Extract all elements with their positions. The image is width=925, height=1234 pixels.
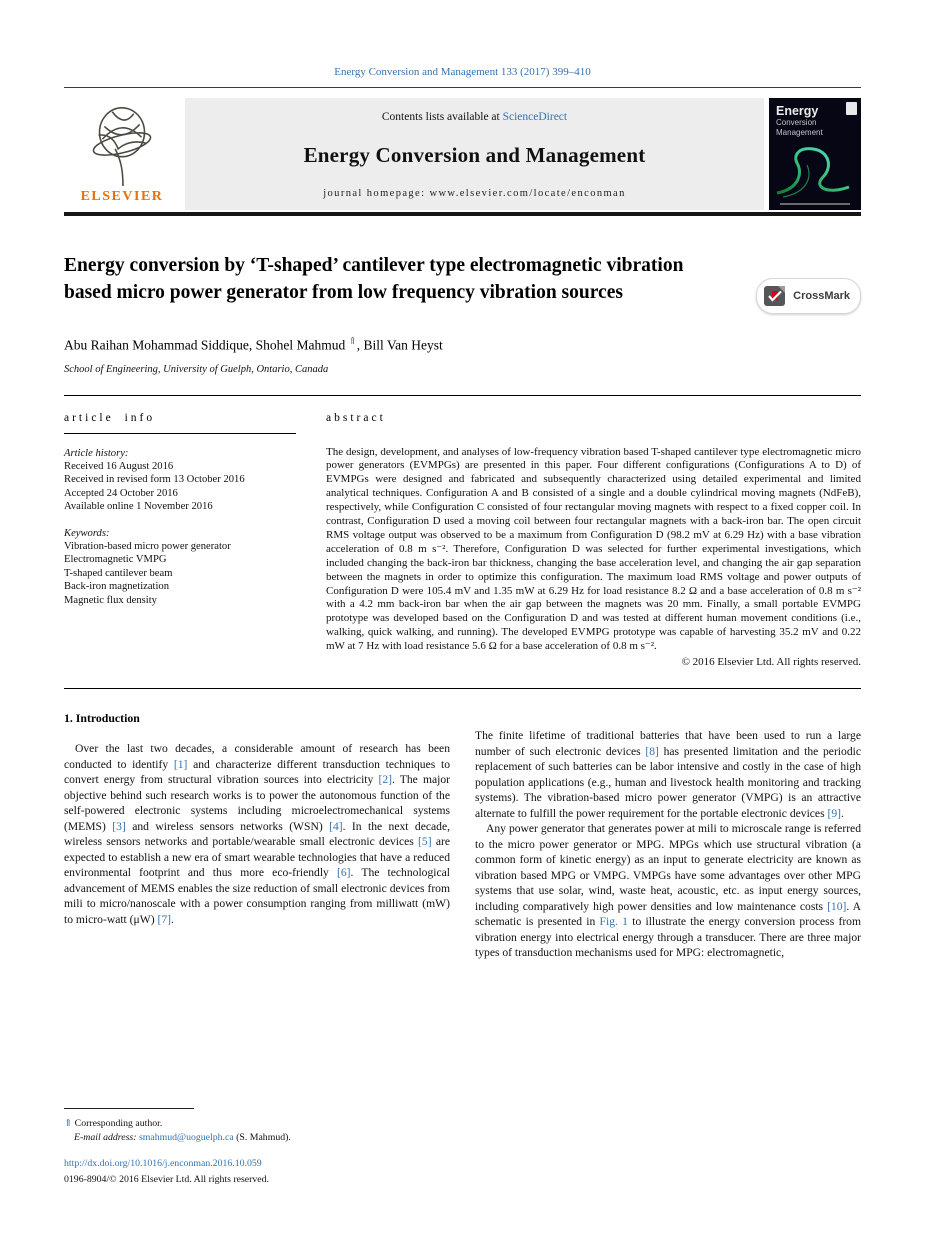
- journal-masthead: [64, 98, 861, 210]
- journal-title: Energy Conversion and Management: [303, 143, 646, 167]
- intro-paragraph-3: [475, 821, 861, 961]
- abstract-copyright: © 2016 Elsevier Ltd. All rights reserved.: [681, 656, 861, 669]
- top-divider: [64, 87, 861, 88]
- inline-link[interactable]: [3]: [112, 819, 126, 833]
- crossmark-badge[interactable]: [756, 278, 861, 314]
- inline-link[interactable]: ScienceDirect: [502, 111, 568, 123]
- body-column-left: [64, 711, 450, 961]
- text-segment: . In the next decade, wireless sensors networks and portable/wearable small electronic devices: [64, 819, 450, 849]
- footnote-corresponding: [64, 1117, 456, 1131]
- masthead-rule: [64, 212, 861, 216]
- page-footer: [64, 1158, 269, 1185]
- cover-title-line-1: Energy: [776, 104, 819, 118]
- cover-title-line-2: Conversion: [776, 118, 817, 127]
- cover-elsevier-mark-icon: [846, 102, 857, 115]
- elsevier-tree-icon: [82, 100, 162, 188]
- text-segment: Any power generator that generates power at mili to microscale range is referred to the micro power generator or MPG. MPGs which use structural vibration (a common form of kinetic energy) as an input to generate electricity are known as vibration based MPG or VMPG. VMPGs have some advantages over other MPG systems that use solar, wind, waste heat, acoustic, etc. as input energy sources, including comparatively high power densities and low maintenance costs: [475, 822, 861, 913]
- footnote-marker: ⇑: [64, 1118, 73, 1129]
- history-line: Available online 1 November 2016: [64, 501, 213, 513]
- inline-link[interactable]: [8]: [645, 744, 659, 758]
- inline-link[interactable]: ⇑: [348, 336, 357, 347]
- text-segment: has presented limitation and the periodic replacement of such batteries can be labor intensive and costly in the case of high population applications (e.g., human and livestock health monitoring and tracking systems). The vibration-based micro power generator (VMPG) is an attractive alternate to fulfill the power requirement for the portable electronic devices: [475, 744, 861, 820]
- contents-lists-line: [185, 111, 764, 123]
- journal-homepage-link[interactable]: journal homepage: www.elsevier.com/locate/enconman: [323, 188, 626, 199]
- text-segment: to illustrate the energy conversion process from vibration energy into electrical energy through a transducer. There are three major types of transduction mechanisms used for MPG: electromagnetic,: [475, 915, 861, 960]
- body-column-right: [475, 711, 861, 961]
- elsevier-logo[interactable]: [64, 98, 180, 210]
- info-abstract-block: [64, 395, 861, 690]
- inline-link[interactable]: Fig. 1: [599, 915, 628, 929]
- issn-copyright: 0196-8904/© 2016 Elsevier Ltd. All rights reserved.: [64, 1174, 269, 1185]
- text-segment: Abu Raihan Mohammad Siddique, Shohel Mahmud: [64, 337, 349, 353]
- doi-link[interactable]: http://dx.doi.org/10.1016/j.enconman.2016.10.059: [64, 1158, 262, 1169]
- journal-cover-thumbnail[interactable]: [769, 98, 861, 210]
- footnote-rule: [64, 1108, 194, 1109]
- history-label: Article history:: [64, 447, 129, 459]
- keyword-line: Magnetic flux density: [64, 594, 157, 606]
- author-list: [64, 336, 861, 354]
- body-columns: [64, 711, 861, 961]
- footnote-email-line: [64, 1131, 456, 1145]
- article-info-heading: article info: [64, 411, 156, 424]
- text-segment: . The major objective behind such research works is to power the autonomous function of the self-powered electronic systems including microelectromechanical systems (MEMS): [64, 773, 450, 833]
- keyword-line: Vibration-based micro power generator: [64, 540, 231, 552]
- inline-link[interactable]: [10]: [827, 899, 847, 913]
- email-label: E-mail address:: [74, 1131, 139, 1143]
- email-tail: (S. Mahmud).: [233, 1131, 291, 1143]
- keyword-line: T-shaped cantilever beam: [64, 567, 173, 579]
- inline-link[interactable]: [1]: [173, 757, 188, 771]
- article-info-rule: [64, 433, 296, 434]
- text-segment: and characterize different transduction techniques to convert energy from structural vibration sources into electricity: [64, 757, 450, 787]
- article-title: Energy conversion by ‘T-shaped’ cantilever type electromagnetic vibration based micro power generator from low frequency vibration sources: [64, 255, 684, 303]
- text-segment: The finite lifetime of traditional batteries that have been used to run a large number of such electronic devices: [475, 729, 861, 758]
- intro-paragraph-1: [64, 741, 450, 927]
- inline-link[interactable]: [7]: [157, 912, 171, 926]
- inline-link[interactable]: [4]: [329, 819, 343, 833]
- abstract-column: [326, 412, 861, 669]
- text-segment: , Bill Van Heyst: [356, 337, 443, 353]
- text-segment: Over the last two decades, a considerable amount of research has been conducted to identify: [64, 742, 450, 771]
- inline-link[interactable]: [9]: [827, 806, 842, 820]
- history-line: Received in revised form 13 October 2016: [64, 474, 245, 486]
- journal-citation-link[interactable]: Energy Conversion and Management 133 (2017) 399–410: [334, 66, 591, 78]
- keyword-line: Back-iron magnetization: [64, 581, 170, 593]
- keyword-line: Electromagnetic VMPG: [64, 554, 167, 566]
- abstract-heading: abstract: [326, 411, 386, 424]
- history-line: Received 16 August 2016: [64, 460, 174, 472]
- crossmark-label: CrossMark: [793, 290, 850, 302]
- masthead-center: [185, 98, 764, 210]
- elsevier-wordmark: ELSEVIER: [80, 189, 164, 204]
- text-segment: . A schematic is presented in: [475, 899, 862, 929]
- text-segment: and wireless sensors networks (WSN): [125, 819, 330, 833]
- corresponding-author-footnote: [64, 1108, 456, 1144]
- cover-title-line-3: Management: [776, 128, 823, 137]
- text-segment: .: [171, 912, 174, 926]
- affiliation: School of Engineering, University of Guelph, Ontario, Canada: [64, 363, 329, 375]
- text-segment: .: [841, 806, 844, 820]
- text-segment: are expected to establish a new era of smart wearable technologies that have a reduced environmental footprint and thus more eco-friendly: [64, 835, 450, 880]
- article-info-column: [64, 412, 296, 669]
- cover-caption-bar: [780, 203, 850, 205]
- cover-art-swirl-icon: [769, 133, 861, 201]
- footnote-text: Corresponding author.: [72, 1118, 163, 1129]
- history-line: Accepted 24 October 2016: [64, 487, 178, 499]
- inline-link[interactable]: [5]: [418, 835, 432, 849]
- text-segment: . The technological advancement of MEMS enables the size reduction of small electronic devices from mili to micro/nanoscale with a power consumption ranging from milliwatt (mW) to micro-watt (μW): [64, 866, 451, 926]
- section-heading-introduction: 1. Introduction: [64, 711, 140, 726]
- inline-link[interactable]: [2]: [378, 773, 392, 787]
- email-link[interactable]: smahmud@uoguelph.ca: [138, 1131, 234, 1143]
- inline-link[interactable]: [6]: [337, 866, 351, 880]
- keywords-label: Keywords:: [64, 527, 110, 539]
- crossmark-icon: [762, 283, 788, 309]
- abstract-text: The design, development, and analyses of low-frequency vibration based T-shaped cantilever type electromagnetic micro power generators (EVMPGs) are presented in this paper. Four different configurations (Configurations A to D) of EVMPGs were designed and fabricated and subsequently characterized using detailed experimental and limited analytical techniques. Configuration A and B consisted of a single and a double cylindrical moving magnets (NdFeB), respectively, while Configuration C consisted of four rectangular moving magnets with respect to a fixed copper coil. In contrast, Configuration D used a moving coil between four rectangular magnets with a back-iron bar. The open circuit RMS voltage output was observed to be a maximum from Configuration D (98.2 mV at 6.29 Hz) with a base vibration acceleration of 0.8 m s⁻². Therefore, Configuration D was selected for further experimental investigations, which included changing the back-iron bar thickness, changing the base acceleration level, and changing the air gap separation between the magnets in order to optimize this configuration. The maximum load RMS voltage and power outputs of Configuration D were 105.4 mV and 1.35 mW at 6.29 Hz for load resistance 8.2 Ω and a base acceleration of 0.8 m s⁻² with a 4.2 mm back-iron bar when the air gap between the magnets was 20 mm. Finally, a small portable EVMPG prototype was developed based on the Configuration D and was tested at different human movement conditions (i.e., walking, quick walking, and running). The developed EVMPG prototype was capable of harvesting 35.2 mV and 0.22 mW at 7 Hz with load resistance 5.6 Ω for a base acceleration of 0.8 m s⁻².: [326, 445, 861, 653]
- text-segment: Contents lists available at: [381, 111, 503, 123]
- intro-paragraph-2: [475, 728, 861, 821]
